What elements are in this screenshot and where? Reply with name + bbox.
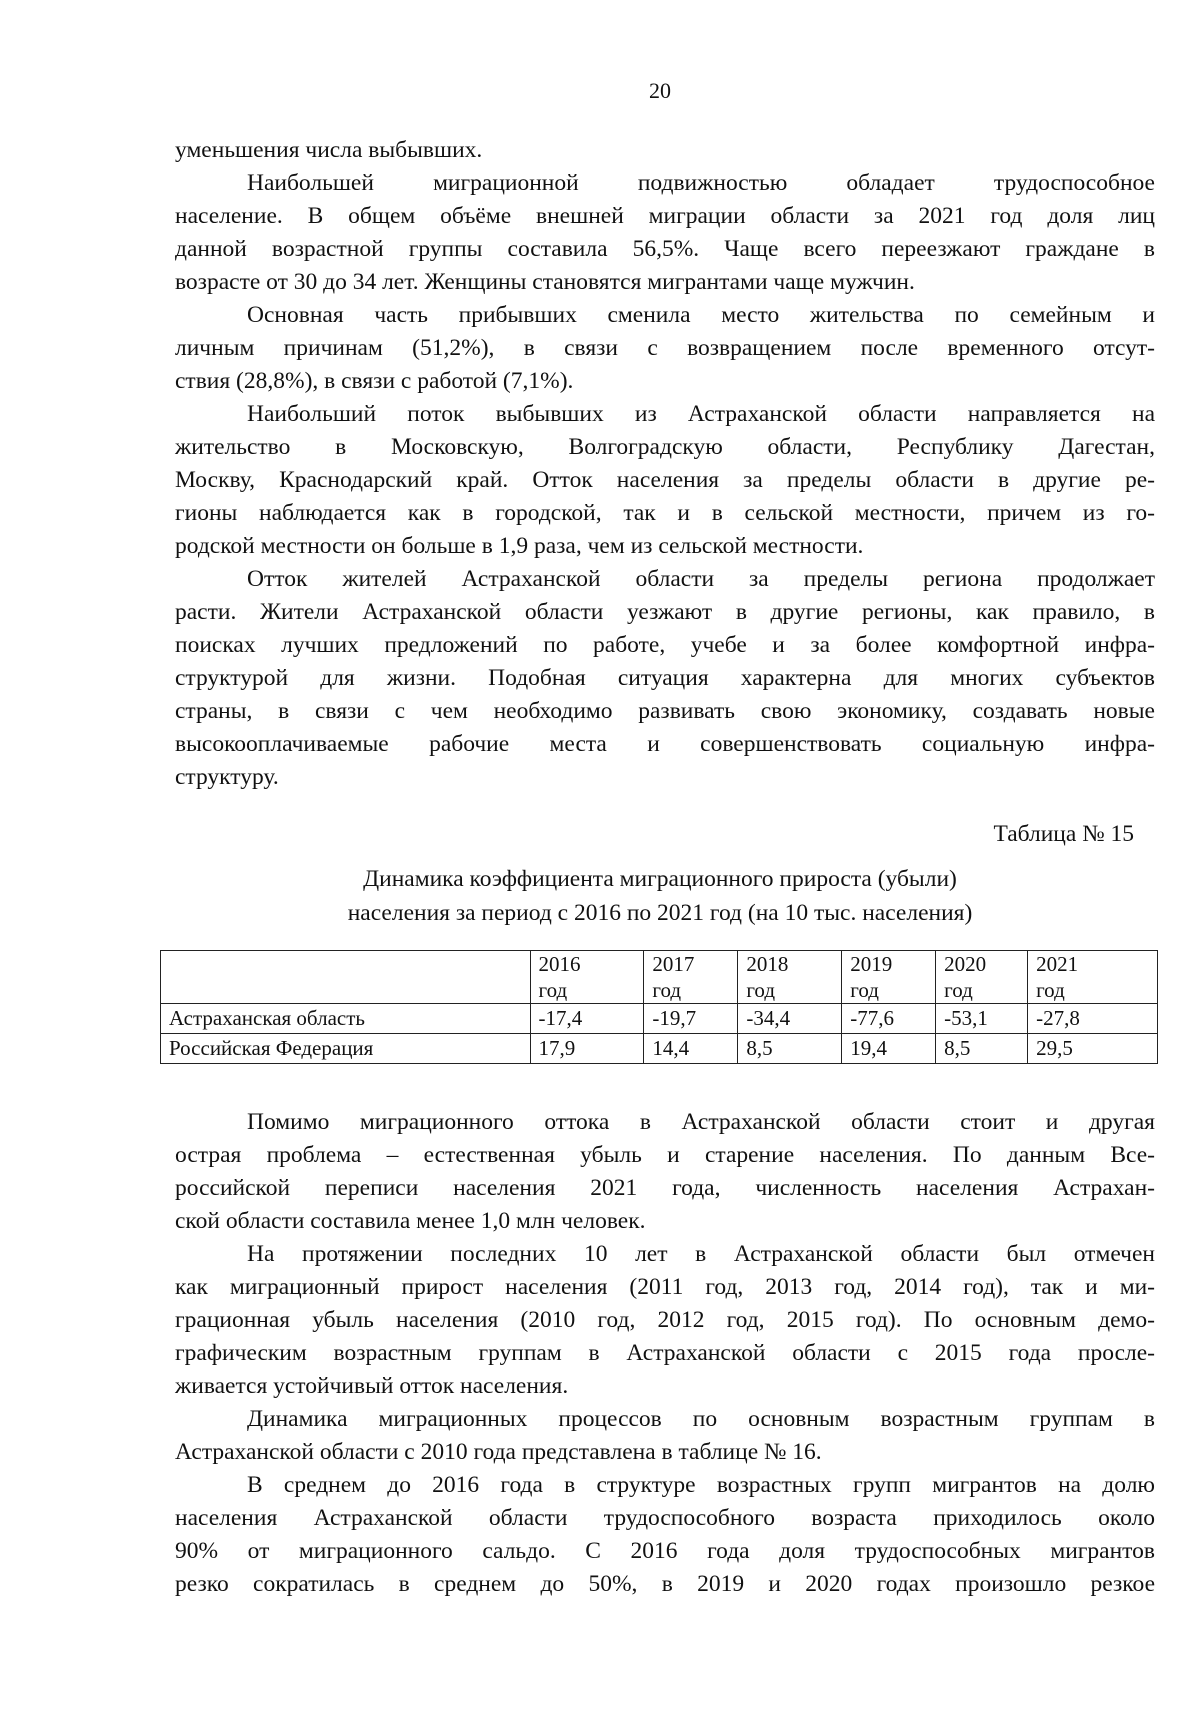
table-row-russia — [161, 1034, 1158, 1064]
text-line: Основная часть прибывших сменила место жительства по семейным и — [247, 302, 1155, 328]
table-header-empty-cell — [161, 951, 531, 1004]
text-line: жительство в Московскую, Волгоградскую области, Республику Дагестан, — [175, 434, 1155, 460]
text-line: уменьшения числа выбывших. — [175, 137, 483, 163]
text-line: данной возрастной группы составила 56,5%. Чаще всего переезжают граждане в — [175, 236, 1155, 262]
migration-table — [160, 950, 1158, 1064]
text-line: как миграционный прирост населения (2011 год, 2013 год, 2014 год), так и ми- — [175, 1274, 1155, 1300]
paragraph — [175, 167, 1155, 299]
paragraph — [175, 563, 1155, 794]
table-cell: -17,4 — [530, 1004, 644, 1034]
text-line: 90% от миграционного сальдо. С 2016 года доля трудоспособных мигрантов — [175, 1538, 1155, 1564]
table-header-row — [161, 951, 1158, 1004]
text-line: население. В общем объёме внешней миграции области за 2021 год доля лиц — [175, 203, 1155, 229]
text-line: российской переписи населения 2021 года, численность населения Астрахан- — [175, 1175, 1155, 1201]
text-line: родской местности он больше в 1,9 раза, чем из сельской местности. — [175, 533, 864, 559]
header-cell-year: 2017 год — [644, 951, 738, 1004]
row-label: Астраханская область — [161, 1004, 531, 1034]
text-line: Отток жителей Астраханской области за пределы региона продолжает — [247, 566, 1155, 592]
text-line: Астраханской области с 2010 года представлена в таблице № 16. — [175, 1439, 822, 1465]
text-line: Наибольший поток выбывших из Астраханской области направляется на — [247, 401, 1155, 427]
table-number: Таблица № 15 — [993, 821, 1134, 847]
header-cell-year: 2019 год — [842, 951, 936, 1004]
header-cell-year: 2020 год — [936, 951, 1028, 1004]
text-line: гионы наблюдается как в городской, так и в сельской местности, причем из го- — [175, 500, 1155, 526]
table-cell: -34,4 — [738, 1004, 842, 1034]
text-line: структурой для жизни. Подобная ситуация характерна для многих субъектов — [175, 665, 1155, 691]
header-cell-year: 2021 год — [1028, 951, 1158, 1004]
body-text-top — [175, 134, 1155, 794]
table-title-line-2: населения за период с 2016 по 2021 год (на 10 тыс. населения) — [347, 900, 973, 926]
paragraph — [175, 1106, 1155, 1238]
table-cell: 8,5 — [738, 1034, 842, 1064]
text-line: расти. Жители Астраханской области уезжают в другие регионы, как правило, в — [175, 599, 1155, 625]
text-line: структуру. — [175, 764, 279, 790]
text-line: Москву, Краснодарский край. Отток населения за пределы области в другие ре- — [175, 467, 1155, 493]
paragraph — [175, 134, 1155, 167]
text-line: Динамика миграционных процессов по основным возрастным группам в — [247, 1406, 1155, 1432]
page-number: 20 — [649, 78, 671, 103]
table-cell: -53,1 — [936, 1004, 1028, 1034]
text-line: ской области составила менее 1,0 млн человек. — [175, 1208, 646, 1234]
text-line: Наибольшей миграционной подвижностью обладает трудоспособное — [247, 170, 1155, 196]
text-line: высокооплачиваемые рабочие места и совершенствовать социальную инфра- — [175, 731, 1155, 757]
table-cell: 29,5 — [1028, 1034, 1158, 1064]
text-line: Помимо миграционного оттока в Астраханской области стоит и другая — [247, 1109, 1155, 1135]
header-cell-year: 2018 год — [738, 951, 842, 1004]
table-cell: 19,4 — [842, 1034, 936, 1064]
text-line: острая проблема – естественная убыль и старение населения. По данным Все- — [175, 1142, 1155, 1168]
table-title-line-1: Динамика коэффициента миграционного прироста (убыли) — [363, 866, 957, 892]
paragraph — [175, 1469, 1155, 1601]
paragraph — [175, 1238, 1155, 1403]
table-cell: -77,6 — [842, 1004, 936, 1034]
table-cell: 14,4 — [644, 1034, 738, 1064]
text-line: возрасте от 30 до 34 лет. Женщины становятся мигрантами чаще мужчин. — [175, 269, 915, 295]
table-cell: 17,9 — [530, 1034, 644, 1064]
paragraph — [175, 1403, 1155, 1469]
body-text-bottom — [175, 1106, 1155, 1601]
text-line: ствия (28,8%), в связи с работой (7,1%). — [175, 368, 574, 394]
table-cell: -19,7 — [644, 1004, 738, 1034]
text-line: населения Астраханской области трудоспособного возраста приходилось около — [175, 1505, 1155, 1531]
table-cell: 8,5 — [936, 1034, 1028, 1064]
header-cell-year: 2016 год — [530, 951, 644, 1004]
table-cell: -27,8 — [1028, 1004, 1158, 1034]
text-line: графическим возрастным группам в Астраханской области с 2015 года просле- — [175, 1340, 1155, 1366]
paragraph — [175, 398, 1155, 563]
paragraph — [175, 299, 1155, 398]
text-line: грационная убыль населения (2010 год, 2012 год, 2015 год). По основным демо- — [175, 1307, 1155, 1333]
text-line: личным причинам (51,2%), в связи с возвращением после временного отсут- — [175, 335, 1155, 361]
table-row-astrakhan — [161, 1004, 1158, 1034]
text-line: поисках лучших предложений по работе, учебе и за более комфортной инфра- — [175, 632, 1155, 658]
row-label: Российская Федерация — [161, 1034, 531, 1064]
text-line: живается устойчивый отток населения. — [175, 1373, 569, 1399]
text-line: В среднем до 2016 года в структуре возрастных групп мигрантов на долю — [247, 1472, 1155, 1498]
text-line: На протяжении последних 10 лет в Астраханской области был отмечен — [247, 1241, 1155, 1267]
text-line: страны, в связи с чем необходимо развивать свою экономику, создавать новые — [175, 698, 1155, 724]
text-line: резко сократилась в среднем до 50%, в 2019 и 2020 годах произошло резкое — [175, 1571, 1155, 1597]
